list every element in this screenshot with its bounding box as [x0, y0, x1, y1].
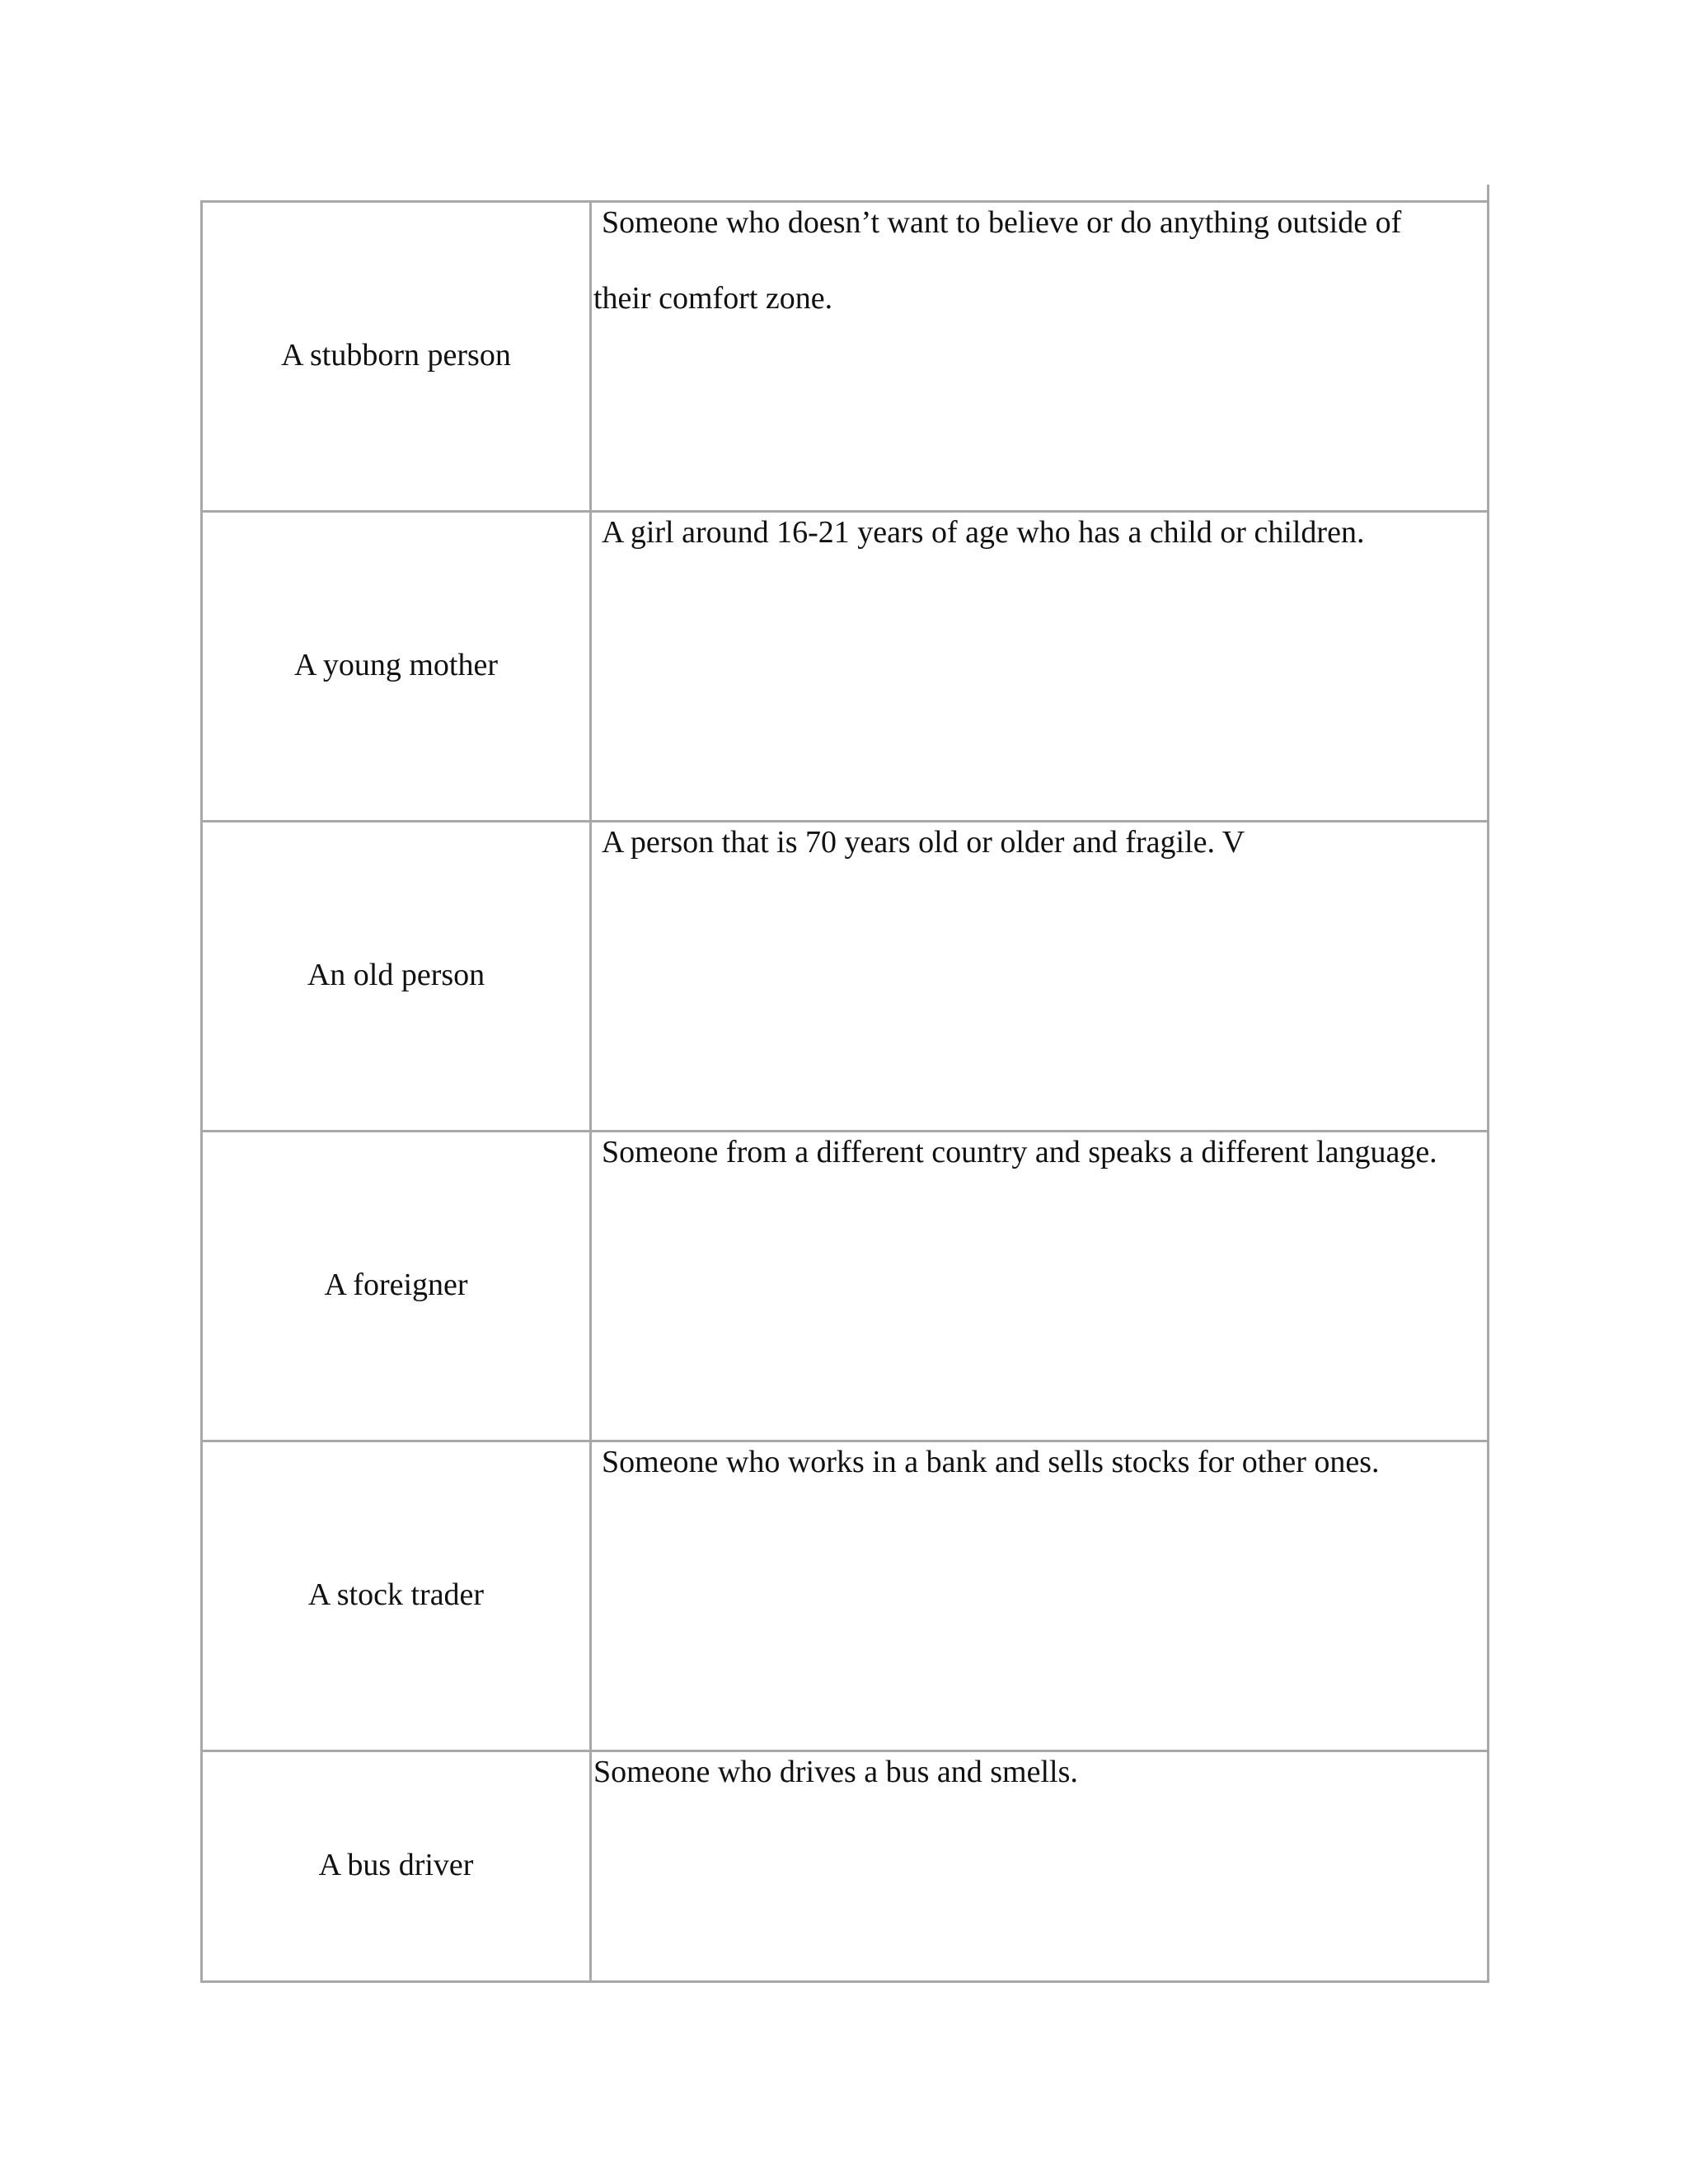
term-cell: A bus driver — [203, 1752, 592, 1983]
definition-line: Someone who doesn’t want to believe or do anything outside of — [602, 205, 1402, 240]
table-row — [203, 1442, 1489, 1752]
table-row — [203, 1752, 1489, 1983]
table-row — [203, 823, 1489, 1132]
definition-cell — [592, 1114, 1489, 1442]
table-row — [203, 1132, 1489, 1442]
definition-text: A person that is 70 years old or older and fragile. V — [602, 825, 1245, 860]
term-cell: An old person — [203, 823, 592, 1132]
definition-cell — [592, 1424, 1489, 1752]
term-cell: A stock trader — [203, 1442, 592, 1752]
definition-cell — [592, 494, 1489, 823]
definition-cell — [592, 185, 1489, 513]
table-row — [203, 203, 1489, 513]
definition-line: their comfort zone. — [593, 281, 833, 316]
term-cell: A young mother — [203, 513, 592, 823]
term-cell: A stubborn person — [203, 203, 592, 513]
definition-text: Someone from a different country and speaks a different language. — [602, 1135, 1437, 1169]
definitions-table — [200, 200, 1489, 1983]
definition-cell — [592, 1734, 1489, 1983]
term-cell: A foreigner — [203, 1132, 592, 1442]
definition-cell — [592, 804, 1489, 1132]
definition-text: A girl around 16-21 years of age who has a child or children. — [602, 515, 1365, 550]
definition-text: Someone who works in a bank and sells stocks for other ones. — [602, 1445, 1380, 1479]
definition-text: Someone who drives a bus and smells. — [593, 1755, 1078, 1789]
table-row — [203, 513, 1489, 823]
